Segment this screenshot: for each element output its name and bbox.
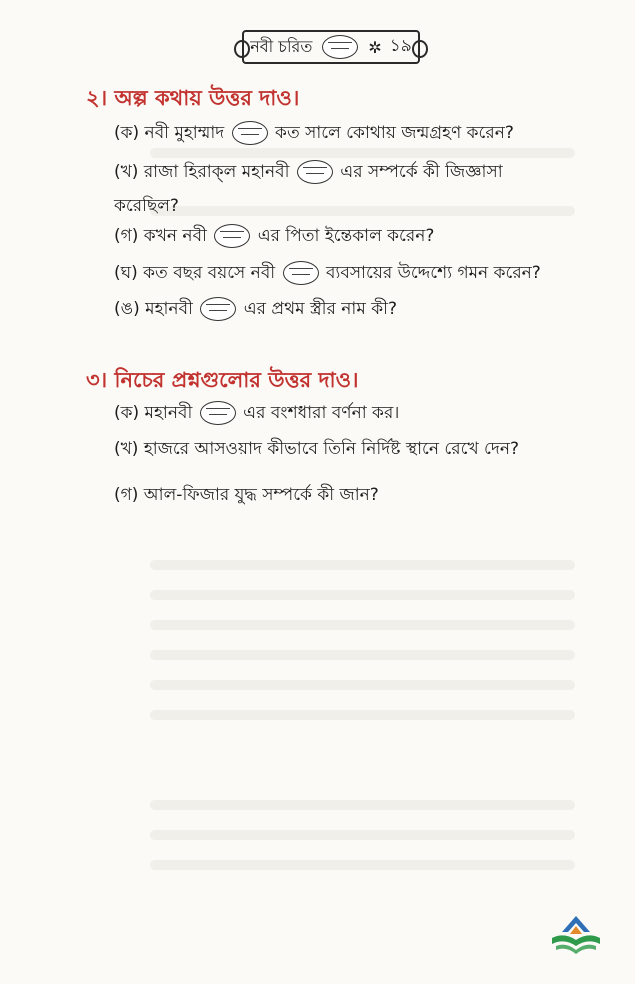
salawat-icon	[232, 121, 268, 145]
question-2-umo: (ঙ) মহানবী এর প্রথম স্ত্রীর নাম কী?	[114, 299, 397, 319]
bleed-through-line	[150, 800, 575, 810]
question-2-ka: (ক) নবী মুহাম্মাদ কত সালে কোথায় জন্মগ্রহণ করেন?	[114, 123, 514, 143]
star-ornament-icon: ✲	[368, 37, 382, 57]
page-number: ১৯	[389, 36, 412, 56]
question-3-kha: (খ) হাজরে আসওয়াদ কীভাবে তিনি নির্দিষ্ট স্থানে রেখে দেন?	[114, 439, 520, 459]
publisher-logo-icon	[548, 912, 604, 956]
bleed-through-line	[150, 710, 575, 720]
bleed-through-line	[150, 560, 575, 570]
salawat-icon	[214, 224, 250, 248]
bleed-through-line	[150, 650, 575, 660]
bleed-through-line	[150, 620, 575, 630]
running-header	[242, 30, 420, 64]
bleed-through-line	[150, 680, 575, 690]
bleed-through-line	[150, 590, 575, 600]
section-2-heading: ২। অল্প কথায় উত্তর দাও।	[86, 86, 300, 110]
section-3-heading: ৩। নিচের প্রশ্নগুলোর উত্তর দাও।	[86, 368, 359, 392]
salawat-icon	[283, 261, 319, 285]
bleed-through-line	[150, 860, 575, 870]
question-3-ga: (গ) আল-ফিজার যুদ্ধ সম্পর্কে কী জান?	[114, 485, 379, 505]
question-3-ka: (ক) মহানবী এর বংশধারা বর্ণনা কর।	[114, 403, 400, 423]
bleed-through-line	[150, 830, 575, 840]
salawat-icon	[200, 297, 236, 321]
question-2-ga: (গ) কখন নবী এর পিতা ইন্তেকাল করেন?	[114, 226, 435, 246]
salawat-icon	[297, 160, 333, 184]
question-2-gha: (ঘ) কত বছর বয়সে নবী ব্যবসায়ের উদ্দেশ্যে গমন করেন?	[114, 263, 541, 283]
question-2-kha: (খ) রাজা হিরাক্‌ল মহানবী এর সম্পর্কে কী জিজ্ঞাসা করেছিল?	[114, 162, 503, 216]
book-title: নবী চরিত	[250, 36, 313, 56]
salawat-icon	[200, 401, 236, 425]
